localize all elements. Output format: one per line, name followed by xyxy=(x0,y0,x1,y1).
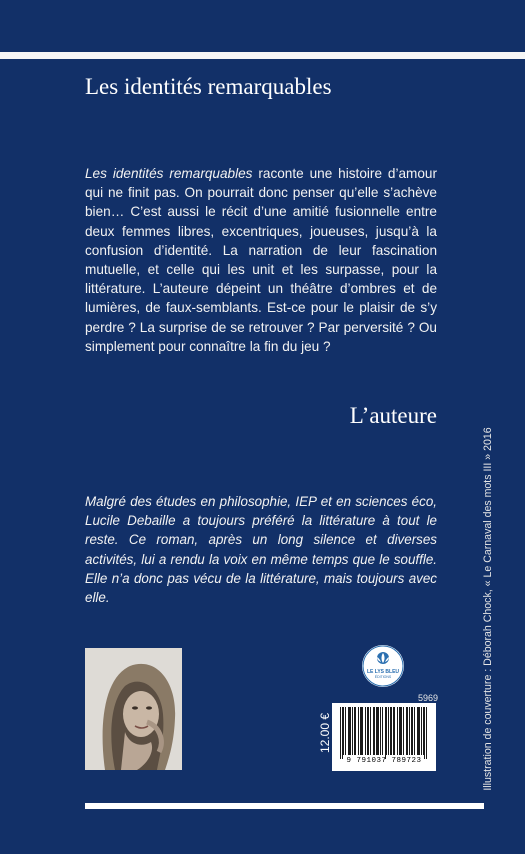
barcode-bar xyxy=(342,707,343,759)
barcode-bar xyxy=(391,707,392,755)
price-label xyxy=(318,703,332,763)
barcode-bar xyxy=(362,707,363,755)
barcode-bar xyxy=(417,707,418,755)
barcode-bar xyxy=(376,707,377,755)
barcode-bar xyxy=(400,707,401,755)
barcode-bar xyxy=(423,707,424,755)
barcode-bar xyxy=(354,707,355,755)
publisher-name: LE LYS BLEU xyxy=(366,669,400,675)
barcode-bar xyxy=(419,707,420,755)
summary-text: raconte une histoire d’amour qui ne finit pas. On pourrait donc penser qu’elle s’achève bien… C’est aussi le récit d’une amitié fusionnelle entre deux femmes libres, excentriques, joueuses, jusqu’à la confusion d’identité. La narration de leur fascination mutuelle, et celle qui les unit et les surpasse, pour la littérature. L’auteure dépeint un théâtre d’ombres et de lumières, de faux-semblants. Est-ce pour le plaisir de s’y perdre ? La surprise de se retrouver ? Par perversité ? Ou simplement pour connaître la fin du jeu ? xyxy=(85,166,438,354)
barcode-bar xyxy=(350,707,351,755)
barcode-bar xyxy=(348,707,349,755)
barcode-bar xyxy=(374,707,375,755)
barcode-bar xyxy=(388,707,389,755)
barcode-bar xyxy=(397,707,398,755)
barcode-bar xyxy=(394,707,395,755)
price-text: 12.00 € xyxy=(318,712,332,754)
barcode-reference: 5969 xyxy=(418,693,439,703)
barcode-bar xyxy=(390,707,391,755)
barcode xyxy=(332,703,436,771)
barcode-bar xyxy=(378,707,379,755)
barcode-bar xyxy=(412,707,413,755)
barcode-bar xyxy=(370,707,371,755)
barcode-bar xyxy=(409,707,410,755)
publisher-subtext: ÉDITIONS xyxy=(374,675,392,679)
summary-italic-title: Les identités remarquables xyxy=(85,166,253,181)
book-title: Les identités remarquables xyxy=(85,74,332,99)
barcode-bar xyxy=(406,707,407,755)
barcode-bar xyxy=(407,707,408,755)
barcode-bar xyxy=(352,707,353,755)
barcode-bar xyxy=(373,707,374,755)
barcode-bar xyxy=(355,707,356,755)
cover-credit xyxy=(477,426,499,791)
barcode-bar xyxy=(377,707,378,755)
barcode-bar xyxy=(421,707,422,755)
barcode-bar xyxy=(414,707,415,755)
barcode-bar xyxy=(403,707,404,755)
barcode-bar xyxy=(345,707,346,755)
barcode-bar xyxy=(386,707,387,755)
author-bio: Malgré des études en philosophie, IEP et en sciences éco, Lucile Debaille a toujours préféré la littérature à tout le reste. Ce roman, après un long silence et diverses activités, lui a rendu la voix en même temps que le souffle. Elle n’a donc pas vécu de la littérature, mais toujours avec elle. xyxy=(85,494,437,606)
barcode-bar xyxy=(393,707,394,755)
top-band xyxy=(0,52,525,59)
barcode-bar xyxy=(361,707,362,755)
barcode-bar xyxy=(368,707,369,755)
cover-credit-text: Illustration de couverture : Déborah Chock, « Le Carnaval des mots III » 2016 xyxy=(482,426,494,791)
barcode-bar xyxy=(385,707,386,759)
author-heading: L’auteure xyxy=(349,403,437,428)
author-photo xyxy=(85,648,182,770)
barcode-bar xyxy=(418,707,419,755)
barcode-bar xyxy=(399,707,400,755)
barcode-bar xyxy=(401,707,402,755)
barcode-bar xyxy=(367,707,368,755)
barcode-bar xyxy=(380,707,381,755)
barcode-digits: 9 791037 789723 xyxy=(346,757,422,765)
barcode-bar xyxy=(365,707,366,755)
barcode-bar xyxy=(358,707,359,755)
barcode-bar xyxy=(411,707,412,755)
barcode-bar xyxy=(349,707,350,755)
barcode-bar xyxy=(382,707,383,755)
book-summary xyxy=(85,164,437,356)
barcode-bar xyxy=(340,707,341,759)
barcode-bar xyxy=(424,707,425,759)
barcode-bar xyxy=(360,707,361,755)
lily-icon xyxy=(362,645,404,687)
barcode-bar xyxy=(343,707,344,755)
bottom-band xyxy=(85,803,484,809)
publisher-logo xyxy=(362,645,404,687)
barcode-bar xyxy=(426,707,427,759)
